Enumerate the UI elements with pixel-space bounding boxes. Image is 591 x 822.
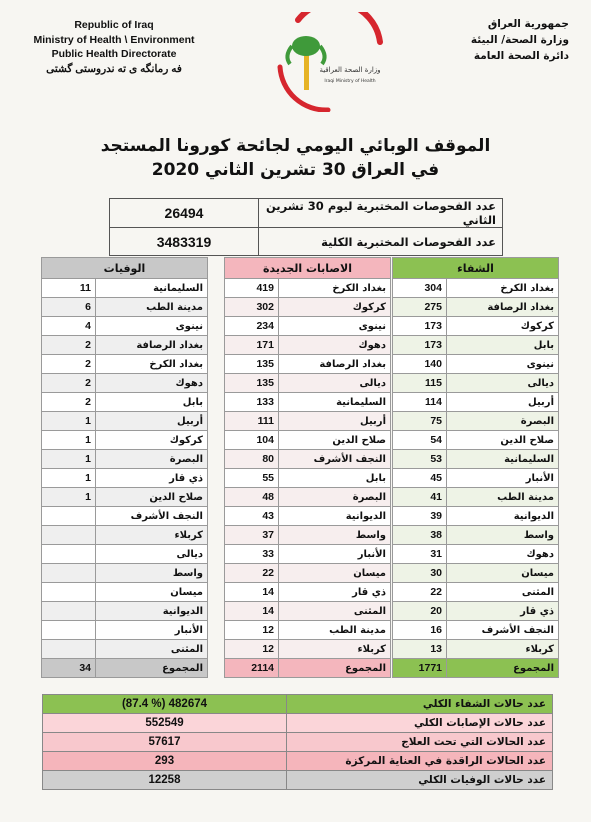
header-left-line: Ministry of Health \ Environment (33, 33, 195, 46)
table-row (42, 450, 208, 469)
province-name: ذي قار (447, 602, 559, 621)
table-row (42, 545, 208, 564)
cumulative-summary-table (42, 694, 553, 790)
table-row (393, 355, 559, 374)
province-name: السليمانية (279, 393, 391, 412)
province-name: كركوك (447, 317, 559, 336)
province-name: ميسان (96, 583, 208, 602)
table-row (393, 526, 559, 545)
province-value: 12 (225, 640, 279, 659)
tests-row (110, 199, 503, 228)
header-left-line: فه رمانگه ی ته ندروستی گشتی (46, 62, 182, 75)
province-value: 104 (225, 431, 279, 450)
new-cases-table (224, 257, 391, 678)
province-name: بغداد الرصافة (96, 336, 208, 355)
province-value: 234 (225, 317, 279, 336)
province-name: دهوك (96, 374, 208, 393)
table-row (225, 583, 391, 602)
province-name: النجف الأشرف (96, 507, 208, 526)
tests-row (110, 228, 503, 256)
summary-row (43, 771, 553, 790)
province-name: مدينة الطب (279, 621, 391, 640)
province-name: البصرة (96, 450, 208, 469)
province-name: صلاح الدين (279, 431, 391, 450)
province-value: 75 (393, 412, 447, 431)
table-row (42, 336, 208, 355)
header-right-arabic (459, 16, 569, 64)
province-value: 55 (225, 469, 279, 488)
province-value (42, 640, 96, 659)
total-value: 2114 (225, 659, 279, 678)
province-value: 419 (225, 279, 279, 298)
province-value: 2 (42, 336, 96, 355)
table-row (225, 488, 391, 507)
table-row (393, 279, 559, 298)
header-left-line: Republic of Iraq (74, 19, 154, 31)
table-row (225, 526, 391, 545)
table-row (393, 317, 559, 336)
province-value: 1 (42, 469, 96, 488)
table-row (42, 317, 208, 336)
province-value: 11 (42, 279, 96, 298)
province-name: صلاح الدين (447, 431, 559, 450)
table-row (393, 564, 559, 583)
table-row (393, 298, 559, 317)
province-name: البصرة (447, 412, 559, 431)
summary-label: عدد حالات الوفيات الكلي (287, 771, 553, 790)
table-row (225, 431, 391, 450)
table-row (393, 374, 559, 393)
province-name: الأنبار (279, 545, 391, 564)
table-row (393, 412, 559, 431)
total-value: 1771 (393, 659, 447, 678)
province-value: 1 (42, 488, 96, 507)
province-name: صلاح الدين (96, 488, 208, 507)
province-name: النجف الأشرف (279, 450, 391, 469)
table-row (225, 564, 391, 583)
new_cases-header: الاصابات الجديدة (225, 258, 391, 279)
province-value (42, 621, 96, 640)
province-value: 173 (393, 317, 447, 336)
summary-label: عدد حالات الشفاء الكلي (287, 695, 553, 714)
province-name: بغداد الكرخ (96, 355, 208, 374)
total-label: المجموع (96, 659, 208, 678)
province-value: 53 (393, 450, 447, 469)
province-name: بابل (447, 336, 559, 355)
tests-label: عدد الفحوصات المختبرية ليوم 30 تشرين الثاني (259, 199, 503, 228)
province-value: 6 (42, 298, 96, 317)
total-label: المجموع (279, 659, 391, 678)
province-value: 80 (225, 450, 279, 469)
province-value: 39 (393, 507, 447, 526)
recovered-header-row (393, 258, 559, 279)
province-value: 2 (42, 374, 96, 393)
table-row (393, 545, 559, 564)
province-value (42, 507, 96, 526)
province-name: بغداد الرصافة (279, 355, 391, 374)
table-row (225, 298, 391, 317)
table-row (393, 450, 559, 469)
summary-label: عدد الحالات التي تحت العلاج (287, 733, 553, 752)
summary-row (43, 714, 553, 733)
deaths-header: الوفيات (42, 258, 208, 279)
province-name: المثنى (447, 583, 559, 602)
province-value: 171 (225, 336, 279, 355)
province-value (42, 602, 96, 621)
province-value (42, 545, 96, 564)
summary-value: (87.4 %) 482674 (43, 695, 287, 714)
summary-row (43, 695, 553, 714)
table-row (42, 507, 208, 526)
table-row (225, 450, 391, 469)
province-name: واسط (96, 564, 208, 583)
province-name: بابل (279, 469, 391, 488)
table-row (225, 374, 391, 393)
province-name: كربلاء (447, 640, 559, 659)
province-name: المثنى (96, 640, 208, 659)
summary-label: عدد حالات الإصابات الكلي (287, 714, 553, 733)
province-value (42, 583, 96, 602)
deaths-table (41, 257, 208, 678)
table-row (225, 602, 391, 621)
province-name: أربيل (279, 412, 391, 431)
summary-row (43, 752, 553, 771)
table-row (42, 374, 208, 393)
province-name: أربيل (447, 393, 559, 412)
province-name: المثنى (279, 602, 391, 621)
province-name: ميسان (447, 564, 559, 583)
table-row (225, 412, 391, 431)
tests-label: عدد الفحوصات المختبرية الكلية (259, 228, 503, 256)
province-name: الأنبار (447, 469, 559, 488)
header-left-english (24, 18, 204, 76)
province-name: بغداد الكرخ (447, 279, 559, 298)
new_cases-header-row (225, 258, 391, 279)
province-value (42, 526, 96, 545)
table-row (393, 583, 559, 602)
report-date: في العراق 30 تشرين الثاني 2020 (151, 160, 440, 180)
total-label: المجموع (447, 659, 559, 678)
province-name: كربلاء (279, 640, 391, 659)
province-value: 45 (393, 469, 447, 488)
report-title: الموقف الوبائي اليومي لجائحة كورونا المستجد (100, 136, 491, 156)
province-value: 1 (42, 431, 96, 450)
summary-value: 57617 (43, 733, 287, 752)
province-name: دهوك (279, 336, 391, 355)
table-row (393, 469, 559, 488)
new_cases-total-row (225, 659, 391, 678)
province-value: 14 (225, 602, 279, 621)
province-name: ديالى (447, 374, 559, 393)
table-row (225, 279, 391, 298)
province-value: 16 (393, 621, 447, 640)
province-value: 38 (393, 526, 447, 545)
province-value: 111 (225, 412, 279, 431)
province-value: 48 (225, 488, 279, 507)
table-row (393, 507, 559, 526)
total-value: 34 (42, 659, 96, 678)
table-row (225, 355, 391, 374)
table-row (42, 298, 208, 317)
province-value: 14 (225, 583, 279, 602)
table-row (393, 431, 559, 450)
province-name: دهوك (447, 545, 559, 564)
province-name: النجف الأشرف (447, 621, 559, 640)
province-name: بابل (96, 393, 208, 412)
province-name: ميسان (279, 564, 391, 583)
province-name: البصرة (279, 488, 391, 507)
province-value: 135 (225, 374, 279, 393)
table-row (393, 336, 559, 355)
province-value: 41 (393, 488, 447, 507)
recovered-table (392, 257, 559, 678)
header-right-line: جمهورية العراق (487, 18, 569, 30)
province-value: 275 (393, 298, 447, 317)
table-row (42, 602, 208, 621)
province-value: 1 (42, 450, 96, 469)
province-value: 12 (225, 621, 279, 640)
province-name: كركوك (96, 431, 208, 450)
province-name: الديوانية (96, 602, 208, 621)
province-name: نينوى (447, 355, 559, 374)
tests-value: 26494 (110, 199, 259, 228)
header-left-line: Public Health Directorate (51, 48, 177, 60)
province-name: كركوك (279, 298, 391, 317)
recovered-header: الشفاء (393, 258, 559, 279)
table-row (42, 564, 208, 583)
table-row (393, 488, 559, 507)
province-value: 22 (393, 583, 447, 602)
province-value: 1 (42, 412, 96, 431)
table-row (42, 583, 208, 602)
province-value: 13 (393, 640, 447, 659)
deaths-total-row (42, 659, 208, 678)
province-value: 22 (225, 564, 279, 583)
province-name: مدينة الطب (96, 298, 208, 317)
province-name: الديوانية (447, 507, 559, 526)
province-name: السليمانية (447, 450, 559, 469)
summary-row (43, 733, 553, 752)
table-row (225, 469, 391, 488)
header-right-line: وزارة الصحة/ البيئة (470, 34, 569, 46)
province-value: 2 (42, 355, 96, 374)
table-row (225, 545, 391, 564)
table-row (42, 488, 208, 507)
table-row (393, 602, 559, 621)
province-value: 114 (393, 393, 447, 412)
table-row (225, 621, 391, 640)
table-row (225, 640, 391, 659)
logo-subtext: Iraqi Ministry of Health (324, 79, 376, 84)
province-name: نينوى (96, 317, 208, 336)
province-value: 133 (225, 393, 279, 412)
province-name: الأنبار (96, 621, 208, 640)
province-name: الديوانية (279, 507, 391, 526)
table-row (42, 393, 208, 412)
table-row (42, 469, 208, 488)
summary-label: عدد الحالات الراقدة في العناية المركزة (287, 752, 553, 771)
summary-value: 293 (43, 752, 287, 771)
province-name: ذي قار (96, 469, 208, 488)
province-value: 37 (225, 526, 279, 545)
province-value (42, 564, 96, 583)
province-value: 54 (393, 431, 447, 450)
province-name: بغداد الكرخ (279, 279, 391, 298)
table-row (225, 317, 391, 336)
province-value: 30 (393, 564, 447, 583)
province-value: 302 (225, 298, 279, 317)
province-name: كربلاء (96, 526, 208, 545)
table-row (42, 640, 208, 659)
province-value: 304 (393, 279, 447, 298)
lab-tests-table (109, 198, 503, 256)
province-name: نينوى (279, 317, 391, 336)
province-name: ذي قار (279, 583, 391, 602)
summary-value: 552549 (43, 714, 287, 733)
province-value: 33 (225, 545, 279, 564)
province-name: ديالى (279, 374, 391, 393)
province-name: مدينة الطب (447, 488, 559, 507)
deaths-header-row (42, 258, 208, 279)
province-name: ديالى (96, 545, 208, 564)
province-value: 20 (393, 602, 447, 621)
logo-text: وزارة الصحة العراقية (319, 66, 381, 74)
province-value: 140 (393, 355, 447, 374)
ministry-logo (268, 12, 386, 112)
tests-value: 3483319 (110, 228, 259, 256)
table-row (225, 393, 391, 412)
header-right-line: دائرة الصحة العامة (473, 50, 569, 62)
province-name: واسط (447, 526, 559, 545)
province-value: 31 (393, 545, 447, 564)
table-row (42, 431, 208, 450)
table-row (393, 640, 559, 659)
table-row (225, 507, 391, 526)
table-row (42, 355, 208, 374)
province-name: أربيل (96, 412, 208, 431)
province-value: 173 (393, 336, 447, 355)
province-value: 135 (225, 355, 279, 374)
table-row (42, 621, 208, 640)
recovered-total-row (393, 659, 559, 678)
province-value: 4 (42, 317, 96, 336)
province-name: السليمانية (96, 279, 208, 298)
table-row (393, 393, 559, 412)
province-name: بغداد الرصافة (447, 298, 559, 317)
province-value: 43 (225, 507, 279, 526)
table-row (42, 412, 208, 431)
table-row (42, 279, 208, 298)
table-row (393, 621, 559, 640)
province-value: 115 (393, 374, 447, 393)
table-row (225, 336, 391, 355)
summary-value: 12258 (43, 771, 287, 790)
province-value: 2 (42, 393, 96, 412)
province-name: واسط (279, 526, 391, 545)
table-row (42, 526, 208, 545)
